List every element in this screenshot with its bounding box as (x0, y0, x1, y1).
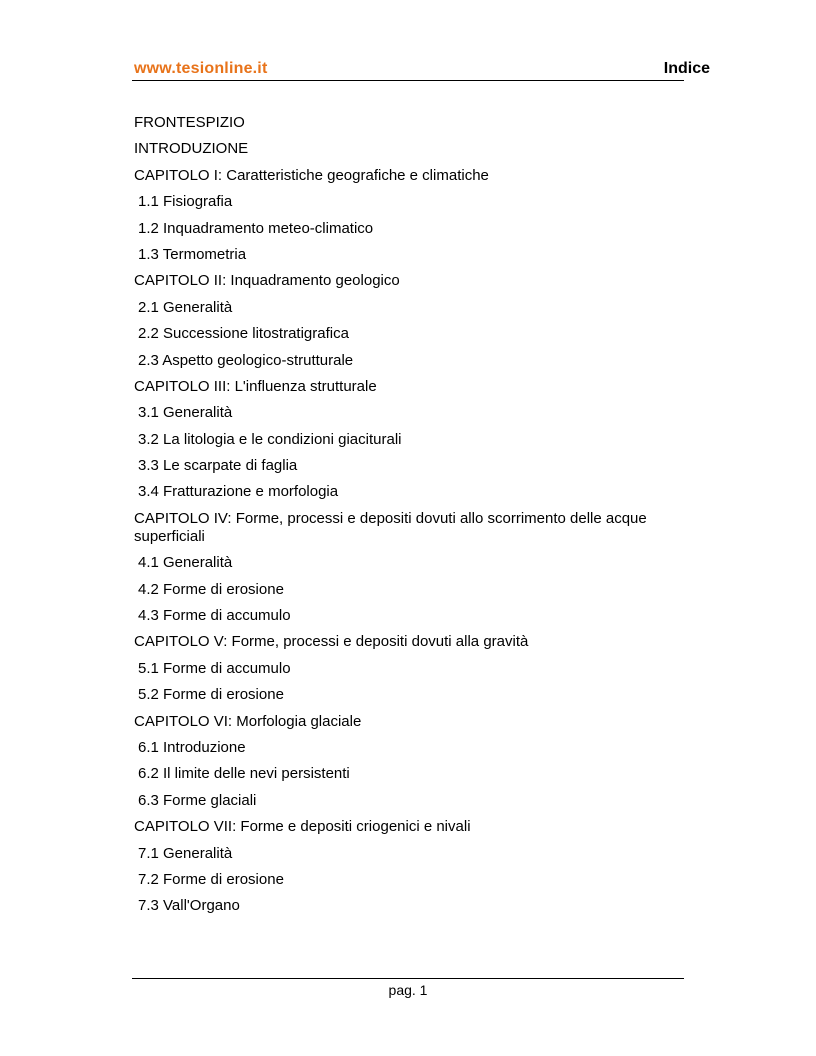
toc-section-entry: 3.4 Fratturazione e morfologia (138, 483, 339, 501)
header-section-title: Indice (663, 60, 710, 77)
toc-chapter-entry: CAPITOLO VI: Morfologia glaciale (134, 712, 362, 730)
toc-section-entry: 1.1 Fisiografia (138, 193, 233, 211)
toc-chapter-entry: CAPITOLO I: Caratteristiche geografiche e climatiche (134, 166, 489, 184)
toc-section-entry: 7.3 Vall'Organo (138, 897, 240, 915)
toc-section-entry: 4.1 Generalità (138, 554, 233, 572)
toc-section-entry: 2.3 Aspetto geologico-strutturale (138, 351, 354, 369)
toc-section-entry: 4.2 Forme di erosione (138, 580, 284, 598)
header-rule (132, 80, 684, 81)
toc-section-entry: 5.2 Forme di erosione (138, 686, 284, 704)
page-number (0, 982, 816, 998)
toc-section-entry: 6.3 Forme glaciali (138, 791, 257, 809)
toc-chapter-entry: CAPITOLO VII: Forme e depositi criogenici e nivali (134, 818, 471, 836)
toc-section-entry: 3.3 Le scarpate di faglia (138, 457, 298, 475)
toc-section-entry: 4.3 Forme di accumulo (138, 607, 291, 625)
toc-chapter-entry: CAPITOLO III: L'influenza strutturale (134, 377, 377, 395)
toc-chapter-entry: CAPITOLO II: Inquadramento geologico (134, 272, 400, 290)
toc-section-entry: 2.1 Generalità (138, 298, 233, 316)
toc-chapter-entry: INTRODUZIONE (134, 140, 249, 158)
toc-chapter-entry: CAPITOLO V: Forme, processi e depositi dovuti alla gravità (134, 633, 529, 651)
page-number-label: pag. 1 (388, 982, 428, 998)
toc-section-entry: 3.1 Generalità (138, 404, 233, 422)
toc-section-entry: 6.1 Introduzione (138, 738, 246, 756)
toc-section-entry: 7.2 Forme di erosione (138, 870, 284, 888)
toc-chapter-entry: CAPITOLO IV: Forme, processi e depositi dovuti allo scorrimento delle acque superficiali (134, 509, 647, 545)
toc-section-entry: 2.2 Successione litostratigrafica (138, 325, 349, 343)
header-site-link[interactable]: www.tesionline.it (134, 60, 268, 77)
toc-chapter-entry: FRONTESPIZIO (134, 114, 245, 131)
toc-section-entry: 1.2 Inquadramento meteo-climatico (138, 219, 374, 237)
toc-section-entry: 7.1 Generalità (138, 844, 233, 862)
toc-section-entry: 1.3 Termometria (138, 245, 247, 263)
toc-section-entry: 5.1 Forme di accumulo (138, 659, 291, 677)
table-of-contents (134, 114, 654, 924)
footer-rule (132, 978, 684, 979)
toc-section-entry: 6.2 Il limite delle nevi persistenti (138, 765, 350, 783)
toc-section-entry: 3.2 La litologia e le condizioni giaciturali (138, 430, 402, 448)
